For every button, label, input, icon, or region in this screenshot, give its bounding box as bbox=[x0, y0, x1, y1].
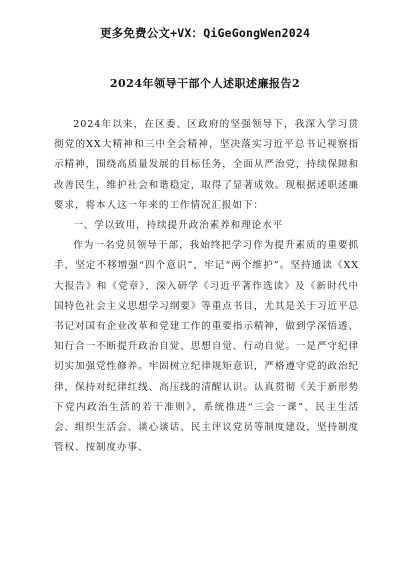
body-paragraph: 作为一名党员领导干部，我始终把学习作为提升素质的重要抓手，坚定不移增强“四个意识”，牢记“两个维护”。坚持通读《XX大报告》和《党章》，深入研学《习近平著作选读》及《新时代中国特色社会主义思想学习纲要》等重点书目，尤其是关于习近平总书记对国有企业改革和党建工作的重要指示精神，做到学深悟透、知行合一不断提升政治自觉、思想自觉、行动自觉。一是严守纪律切实加强党性修养。牢固树立纪律规矩意识，严格遵守党的政治纪律，保持对纪律红线、高压线的清醒认识。认真贯彻《关于新形势下党内政治生活的若干准则》，系统推进“三会一课”、民主生活会、组织生活会、谈心谈话、民主评议党员等制度建设，坚持制度管权、按制度办事、 bbox=[54, 240, 359, 454]
intro-paragraph: 2024年以来，在区委、区政府的坚强领导下，我深入学习贯彻党的XX大精神和三中全会精神，坚决落实习近平总书记视察指示精神，围绕高质量发展的目标任务，全面从严治党，持续保障和改善民生，维护社会和谐稳定，取得了显著成效。现根据述职述廉要求，将本人这一年来的工作情况汇报如下： bbox=[54, 119, 359, 211]
document-body bbox=[54, 115, 359, 458]
header-note: 更多免费公文+VX：QiGeGongWen2024 bbox=[99, 26, 311, 40]
section-heading: 一、学以致用，持续提升政治素养和理论水平 bbox=[73, 220, 284, 232]
document-title: 2024年领导干部个人述职述廉报告2 bbox=[109, 77, 301, 90]
